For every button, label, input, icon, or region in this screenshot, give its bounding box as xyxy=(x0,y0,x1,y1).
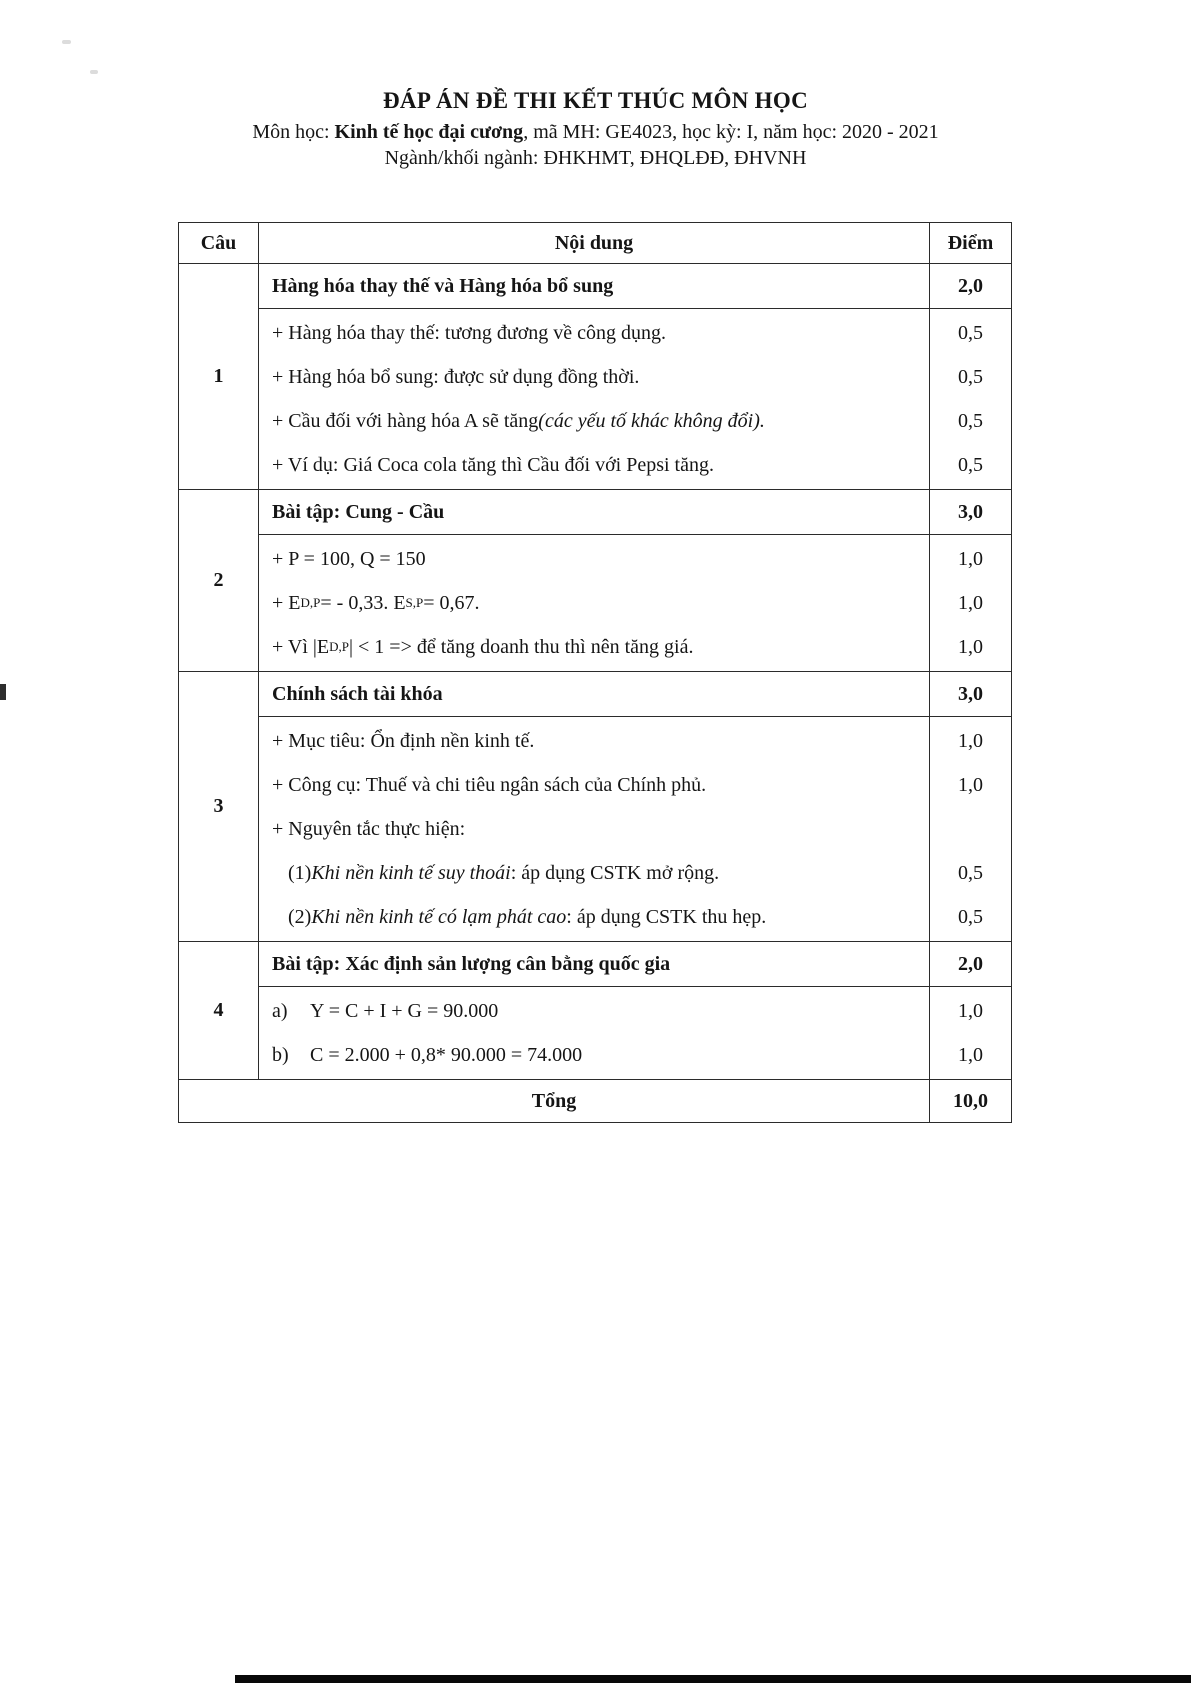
answer-line: + Hàng hóa thay thế: tương đương về công dụng. xyxy=(272,321,667,344)
q2-section-row xyxy=(179,490,1012,535)
line-points: 0,5 xyxy=(958,453,983,476)
line-points: 1,0 xyxy=(958,773,983,796)
q3-points xyxy=(930,717,1012,942)
line-points xyxy=(930,807,1011,851)
q4-section-title: Bài tập: Xác định sản lượng cân bằng quốc gia xyxy=(259,942,930,987)
q2-section-title: Bài tập: Cung - Cầu xyxy=(259,490,930,535)
line-points: 1,0 xyxy=(958,729,983,752)
doc-title: ĐÁP ÁN ĐỀ THI KẾT THÚC MÔN HỌC xyxy=(383,88,808,113)
q3-section-row xyxy=(179,672,1012,717)
line-points: 1,0 xyxy=(958,635,983,658)
answer-line: + Cầu đối với hàng hóa A sẽ tăng (các yếu tố khác không đổi). xyxy=(272,409,765,432)
q1-section-row xyxy=(179,264,1012,309)
total-points: 10,0 xyxy=(930,1080,1012,1123)
q4-section-points: 2,0 xyxy=(930,942,1012,987)
line-points: 1,0 xyxy=(958,1043,983,1066)
q4-number: 4 xyxy=(179,942,259,1080)
q1-content xyxy=(259,309,930,490)
q3-number: 3 xyxy=(179,672,259,942)
q2-number: 2 xyxy=(179,490,259,672)
answer-line: + Nguyên tắc thực hiện: xyxy=(272,817,466,840)
answer-line: + Mục tiêu: Ổn định nền kinh tế. xyxy=(272,729,535,752)
answer-line: + E D,P = - 0,33. E S,P = 0,67. xyxy=(272,591,480,614)
line-points: 1,0 xyxy=(958,999,983,1022)
q1-content-row xyxy=(179,309,1012,490)
course-rest: , mã MH: GE4023, học kỳ: I, năm học: 2020 - 2021 xyxy=(523,121,939,143)
q4-section-row xyxy=(179,942,1012,987)
q3-section-title: Chính sách tài khóa xyxy=(259,672,930,717)
answer-line: a) Y = C + I + G = 90.000 xyxy=(272,999,499,1022)
q2-content-row xyxy=(179,535,1012,672)
q1-section-title: Hàng hóa thay thế và Hàng hóa bổ sung xyxy=(259,264,930,309)
scan-bottom-bar xyxy=(235,1675,1191,1683)
q3-section-points: 3,0 xyxy=(930,672,1012,717)
answer-line: + Vì |E D,P | < 1 => để tăng doanh thu thì nên tăng giá. xyxy=(272,635,694,658)
q2-content xyxy=(259,535,930,672)
answer-key-table xyxy=(178,222,1012,1123)
line-points: 0,5 xyxy=(958,321,983,344)
q3-content-row xyxy=(179,717,1012,942)
scan-artifact-mark xyxy=(0,684,6,700)
line-points: 0,5 xyxy=(958,409,983,432)
col-header-cau: Câu xyxy=(179,223,259,264)
answer-line: b) C = 2.000 + 0,8* 90.000 = 74.000 xyxy=(272,1043,583,1066)
total-row xyxy=(179,1080,1012,1123)
scan-speck xyxy=(62,40,71,44)
q3-content xyxy=(259,717,930,942)
table-header-row xyxy=(179,223,1012,264)
line-points: 0,5 xyxy=(958,861,983,884)
document-header xyxy=(0,88,1191,173)
line-points: 1,0 xyxy=(958,591,983,614)
answer-line: + Công cụ: Thuế và chi tiêu ngân sách của Chính phủ. xyxy=(272,773,707,796)
scan-speck xyxy=(90,70,98,74)
q1-section-points: 2,0 xyxy=(930,264,1012,309)
q2-points xyxy=(930,535,1012,672)
q4-content-row xyxy=(179,987,1012,1080)
line-points: 0,5 xyxy=(958,905,983,928)
q1-number: 1 xyxy=(179,264,259,490)
q4-points xyxy=(930,987,1012,1080)
answer-line: (1) Khi nền kinh tế suy thoái : áp dụng CSTK mở rộng. xyxy=(288,861,720,884)
course-name: Kinh tế học đại cương xyxy=(334,121,524,143)
answer-line: (2) Khi nền kinh tế có lạm phát cao : áp dụng CSTK thu hẹp. xyxy=(288,905,767,928)
col-header-diem: Điểm xyxy=(930,223,1012,264)
q2-section-points: 3,0 xyxy=(930,490,1012,535)
answer-line: + P = 100, Q = 150 xyxy=(272,547,426,570)
program-line: Ngành/khối ngành: ĐHKHMT, ĐHQLĐĐ, ĐHVNH xyxy=(384,147,807,169)
q1-points xyxy=(930,309,1012,490)
answer-line: + Ví dụ: Giá Coca cola tăng thì Cầu đối với Pepsi tăng. xyxy=(272,453,714,476)
col-header-noidung: Nội dung xyxy=(259,223,930,264)
line-points: 1,0 xyxy=(958,547,983,570)
course-label: Môn học: xyxy=(252,121,335,143)
answer-line: + Hàng hóa bổ sung: được sử dụng đồng thời. xyxy=(272,365,640,388)
q4-content xyxy=(259,987,930,1080)
course-line xyxy=(0,121,1191,144)
line-points: 0,5 xyxy=(958,365,983,388)
total-label: Tổng xyxy=(179,1080,930,1123)
